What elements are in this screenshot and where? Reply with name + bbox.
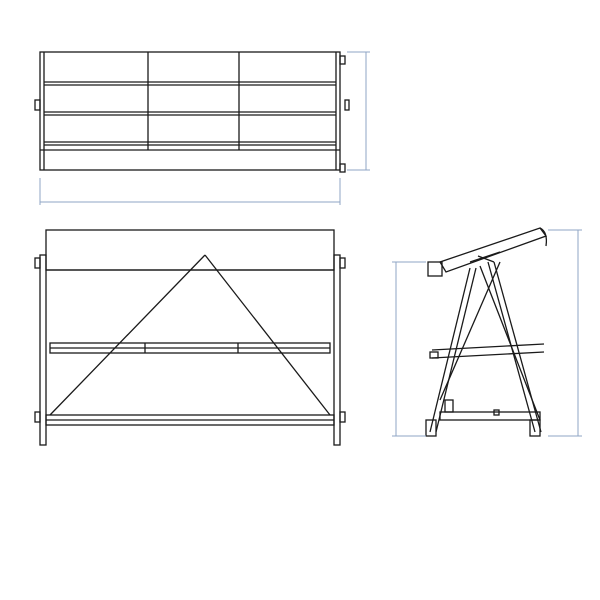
side-view-rack-handle bbox=[428, 262, 442, 276]
side-view-drawing bbox=[426, 228, 546, 436]
front-view-cross-wire-left bbox=[50, 255, 205, 415]
side-view-top-rack bbox=[440, 228, 546, 272]
side-view-dimension-lines bbox=[392, 230, 582, 436]
top-view-drawing bbox=[35, 52, 349, 172]
front-view-right-bracket-bottom bbox=[340, 412, 345, 422]
top-view-hinge-top bbox=[340, 56, 345, 64]
front-view-slot-rack bbox=[46, 230, 334, 270]
side-view-bottom-frame bbox=[440, 412, 540, 420]
front-view-cross-wire-right bbox=[205, 255, 330, 415]
top-view-dimension-lines bbox=[40, 52, 370, 205]
top-view-side-bracket-right bbox=[345, 100, 349, 110]
side-view-cross-brace bbox=[480, 266, 540, 420]
front-view-drawing bbox=[35, 230, 345, 445]
top-view-outer-frame bbox=[40, 52, 340, 170]
top-view-hinge-bottom bbox=[340, 164, 345, 172]
front-view-left-bracket-bottom bbox=[35, 412, 40, 422]
front-view-right-post bbox=[334, 255, 340, 445]
side-view-middle-shelf bbox=[432, 344, 544, 350]
front-view-left-bracket-top bbox=[35, 258, 40, 268]
top-view-side-bracket-left bbox=[35, 100, 40, 110]
front-view-left-post bbox=[40, 255, 46, 445]
front-view-right-bracket-top bbox=[340, 258, 345, 268]
